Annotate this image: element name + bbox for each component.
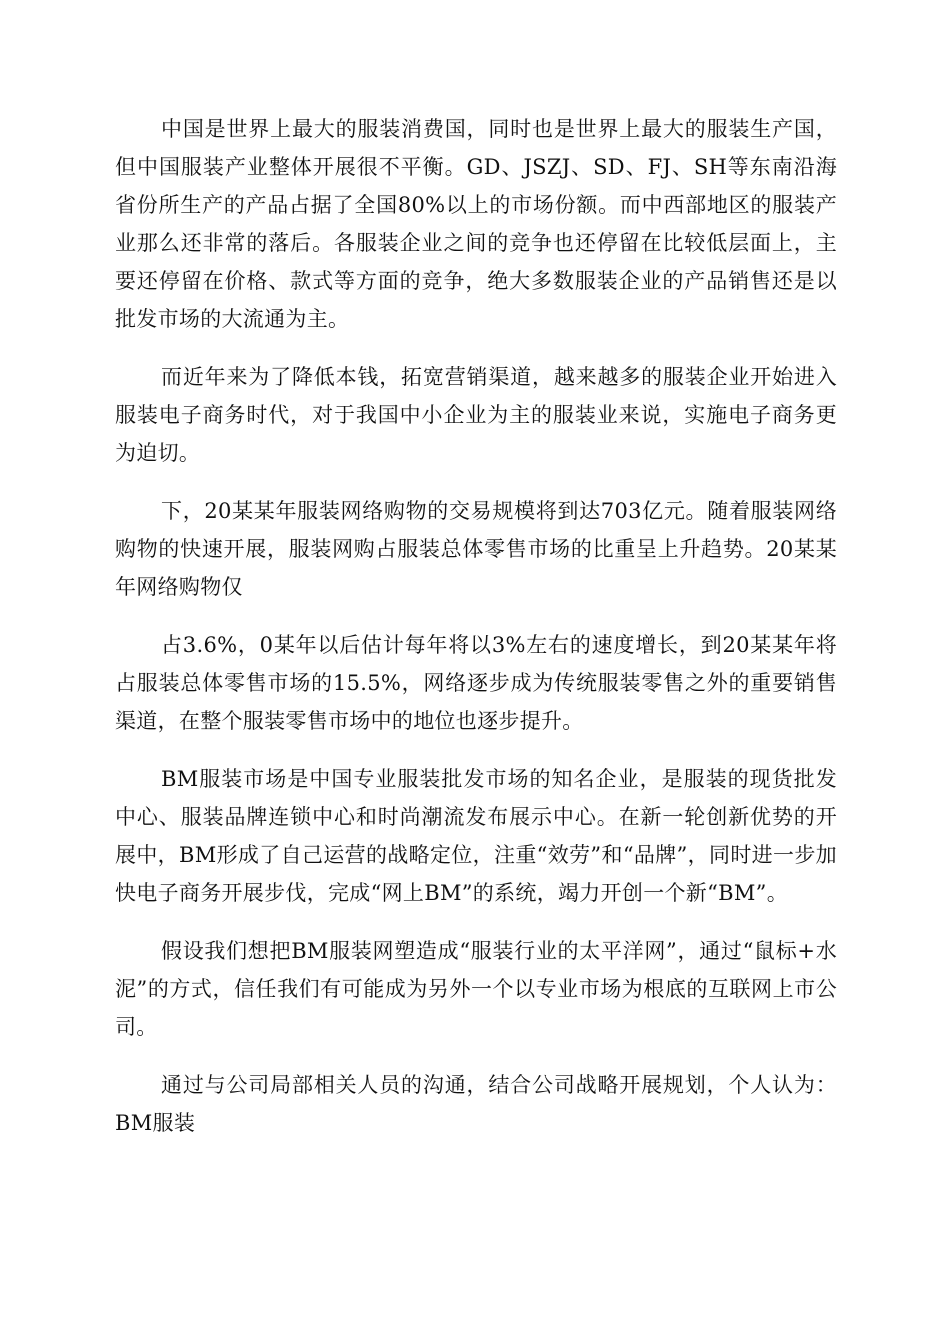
paragraph-conclusion: 通过与公司局部相关人员的沟通，结合公司战略开展规划，个人认为：BM服装 [115,1073,837,1135]
paragraph-online-shopping-scale: 下，20某某年服装网络购物的交易规模将到达703亿元。随着服装网络购物的快速开展，服装网购占服装总体零售市场的比重呈上升趋势。20某某年网络购物仅 [115,499,837,599]
paragraph-bm-vision: 假设我们想把BM服装网塑造成“服装行业的太平洋网”，通过“鼠标+水泥”的方式，信任我们有可能成为另外一个以专业市场为根底的互联网上市公司。 [115,939,837,1039]
paragraph-bm-market: BM服装市场是中国专业服装批发市场的知名企业，是服装的现货批发中心、服装品牌连锁中心和时尚潮流发布展示中心。在新一轮创新优势的开展中，BM形成了自己运营的战略定位，注重“效劳”和“品牌”，同时进一步加快电子商务开展步伐，完成“网上BM”的系统，竭力开创一个新“BM”。 [115,767,837,905]
paragraph-ecommerce-trend: 而近年来为了降低本钱，拓宽营销渠道，越来越多的服装企业开始进入服装电子商务时代，对于我国中小企业为主的服装业来说，实施电子商务更为迫切。 [115,365,837,465]
paragraph-market-overview: 中国是世界上最大的服装消费国，同时也是世界上最大的服装生产国，但中国服装产业整体开展很不平衡。GD、JSZJ、SD、FJ、SH等东南沿海省份所生产的产品占据了全国80%以上的市场份额。而中西部地区的服装产业那么还非常的落后。各服装企业之间的竞争也还停留在比较低层面上，主要还停留在价格、款式等方面的竞争，绝大多数服装企业的产品销售还是以批发市场的大流通为主。 [115,117,837,331]
paragraph-growth-forecast: 占3.6%，0某年以后估计每年将以3%左右的速度增长，到20某某年将占服装总体零售市场的15.5%，网络逐步成为传统服装零售之外的重要销售渠道，在整个服装零售市场中的地位也逐步提升。 [115,633,837,733]
document-body [115,110,837,1162]
